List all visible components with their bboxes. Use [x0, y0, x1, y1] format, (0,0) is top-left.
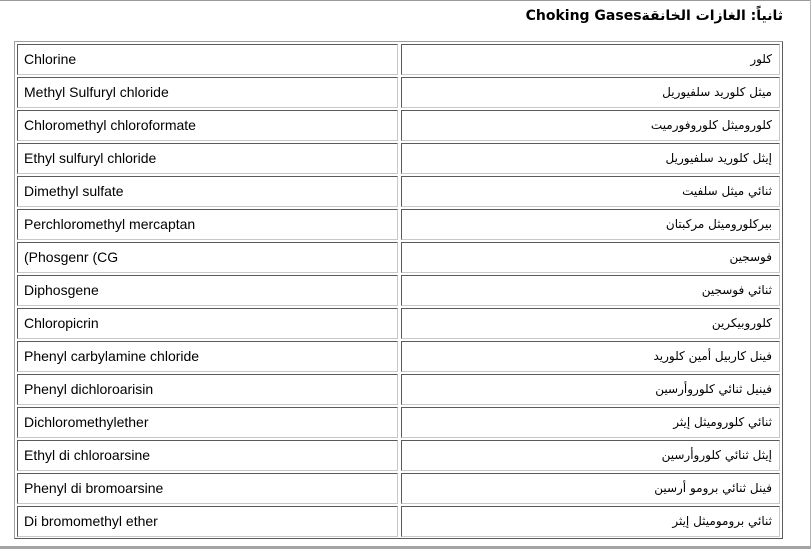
english-name-cell: Methyl Sulfuryl chloride: [17, 77, 398, 108]
page-top-border: [0, 0, 811, 1]
choking-gases-table: [14, 41, 783, 539]
arabic-name-cell: فوسجين: [401, 242, 780, 273]
arabic-name-cell: بيركلوروميثل مركبتان: [401, 209, 780, 240]
arabic-name-cell: إيثل ثنائي كلوروأرسين: [401, 440, 780, 471]
english-name-cell: Diphosgene: [17, 275, 398, 306]
table-row: [17, 176, 780, 207]
table-row: [17, 374, 780, 405]
english-name-cell: Phenyl carbylamine chloride: [17, 341, 398, 372]
table-row: [17, 242, 780, 273]
arabic-name-cell: ثنائي بروموميثل إيثر: [401, 506, 780, 537]
english-name-cell: Di bromomethyl ether: [17, 506, 398, 537]
table-row: [17, 308, 780, 339]
english-name-cell: Ethyl sulfuryl chloride: [17, 143, 398, 174]
arabic-name-cell: ثنائي ميثل سلفيت: [401, 176, 780, 207]
arabic-name-cell: ثنائي كلوروميثل إيثر: [401, 407, 780, 438]
table-row: [17, 44, 780, 75]
table-row: [17, 341, 780, 372]
arabic-name-cell: ميثل كلوريد سلفيوريل: [401, 77, 780, 108]
arabic-name-cell: فينل ثنائي برومو أرسين: [401, 473, 780, 504]
table-row: [17, 275, 780, 306]
english-name-cell: Chloromethyl chloroformate: [17, 110, 398, 141]
arabic-name-cell: فينل كاربيل أمين كلوريد: [401, 341, 780, 372]
table-row: [17, 440, 780, 471]
english-name-cell: Ethyl di chloroarsine: [17, 440, 398, 471]
arabic-name-cell: كلوروبيكرين: [401, 308, 780, 339]
english-name-cell: Dimethyl sulfate: [17, 176, 398, 207]
table-row: [17, 473, 780, 504]
arabic-name-cell: كلوروميثل كلوروفورميت: [401, 110, 780, 141]
table-row: [17, 143, 780, 174]
table-row: [17, 77, 780, 108]
section-heading: ثانياً: الغازات الخانقةChoking Gases: [525, 8, 783, 24]
english-name-cell: Dichloromethylether: [17, 407, 398, 438]
arabic-name-cell: إيثل كلوريد سلفيوريل: [401, 143, 780, 174]
arabic-name-cell: فينيل ثنائي كلوروأرسين: [401, 374, 780, 405]
table-row: [17, 110, 780, 141]
arabic-name-cell: كلور: [401, 44, 780, 75]
english-name-cell: Phenyl di bromoarsine: [17, 473, 398, 504]
table-row: [17, 407, 780, 438]
english-name-cell: Perchloromethyl mercaptan: [17, 209, 398, 240]
arabic-name-cell: ثنائي فوسجين: [401, 275, 780, 306]
english-name-cell: (Phosgenr (CG: [17, 242, 398, 273]
english-name-cell: Chloropicrin: [17, 308, 398, 339]
table-row: [17, 506, 780, 537]
english-name-cell: Phenyl dichloroarisin: [17, 374, 398, 405]
english-name-cell: Chlorine: [17, 44, 398, 75]
table-row: [17, 209, 780, 240]
